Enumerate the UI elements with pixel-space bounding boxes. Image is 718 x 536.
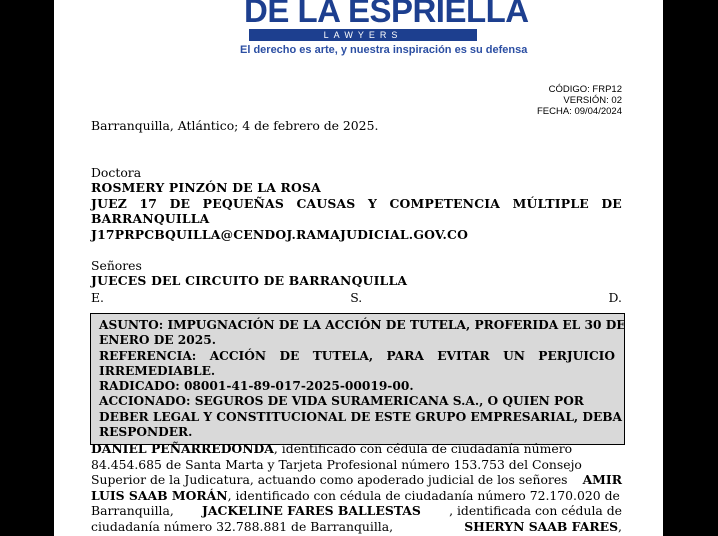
document-code: CÓDIGO: FRP12	[548, 84, 622, 95]
body-text: , identificado con cédula de ciudadanía número	[273, 441, 573, 456]
client-name-sheryn: SHERYN SAAB FARES	[464, 518, 619, 534]
body-line	[91, 488, 622, 504]
word: DE	[279, 348, 300, 363]
body-segment	[91, 488, 620, 504]
asunto-line1: ASUNTO: IMPUGNACIÓN DE LA ACCIÓN DE TUTELA, PROFERIDA EL 30 DE	[99, 318, 626, 332]
document-page	[54, 0, 663, 536]
client-name-jackeline: JACKELINE FARES BALLESTAS	[202, 503, 421, 519]
body-segment	[91, 441, 572, 457]
recipient-title: Doctora	[91, 165, 142, 180]
word: UN	[503, 348, 525, 363]
word: DE	[169, 196, 191, 211]
eds-d: D.	[608, 290, 622, 305]
word: CAUSAS	[296, 196, 356, 211]
word: 17	[139, 196, 158, 211]
recipient-position-line1	[91, 196, 622, 211]
body-line	[91, 519, 622, 535]
asunto-line2: ENERO DE 2025.	[99, 333, 216, 348]
body-text: , identificado con cédula de ciudadanía número 72.170.020 de	[227, 487, 620, 503]
referencia-line2: IRREMEDIABLE.	[99, 363, 216, 378]
body-text: , identificada con cédula de	[449, 503, 622, 519]
client-name-luis: LUIS SAAB MORÁN	[91, 487, 228, 503]
word: JUEZ	[91, 196, 127, 211]
eds-line	[91, 290, 622, 305]
body-segment	[464, 519, 622, 535]
body-line	[91, 457, 622, 473]
body-line	[91, 503, 622, 519]
word: PARA	[386, 348, 424, 363]
place-date: Barranquilla, Atlántico; 4 de febrero de 2025.	[91, 118, 379, 133]
recipient-email: J17PRPCBQUILLA@CENDOJ.RAMAJUDICIAL.GOV.CO	[91, 227, 469, 242]
word: Y	[367, 196, 377, 211]
client-name-amir: AMIR	[582, 472, 622, 488]
radicado-line: RADICADO: 08001-41-89-017-2025-00019-00.	[99, 379, 414, 394]
word: TUTELA,	[312, 348, 374, 363]
logo-subtitle: LAWYERS	[249, 29, 477, 41]
logo-firm-name: DE LA ESPRIELLA	[244, 0, 529, 29]
accionado-line3: RESPONDER.	[99, 425, 193, 440]
word: MÚLTIPLE	[512, 196, 589, 211]
word: PERJUICIO	[538, 348, 615, 363]
body-text: ciudadanía número 32.788.881 de Barranquilla,	[91, 518, 394, 534]
body-text: 84.454.685 de Santa Marta y Tarjeta Profesional número 153.753 del Consejo	[91, 456, 582, 472]
second-recipient-title: Señores	[91, 258, 142, 273]
body-text: ,	[618, 518, 622, 534]
body-line	[91, 472, 622, 488]
document-date: FECHA: 09/04/2024	[536, 106, 622, 117]
accionado-line1: ACCIONADO: SEGUROS DE VIDA SURAMERICANA S.A., O QUIEN POR	[99, 394, 584, 409]
body-line	[91, 441, 622, 457]
document-version: VERSIÓN: 02	[563, 95, 622, 106]
word: EVITAR	[437, 348, 490, 363]
referencia-line1	[99, 349, 615, 364]
logo-tagline: El derecho es arte, y nuestra inspiración es su defensa	[240, 44, 528, 56]
recipient-position-line2: BARRANQUILLA	[91, 211, 210, 226]
second-recipient-name: JUECES DEL CIRCUITO DE BARRANQUILLA	[91, 273, 408, 288]
accionado-line2: DEBER LEGAL Y CONSTITUCIONAL DE ESTE GRUPO EMPRESARIAL, DEBA	[99, 409, 623, 424]
body-paragraph	[91, 441, 622, 535]
body-text: Barranquilla,	[91, 503, 174, 519]
word: PEQUEÑAS	[202, 196, 284, 211]
subject-box	[90, 313, 625, 445]
body-text: Superior de la Judicatura, actuando como apoderado judicial de los señores	[91, 472, 568, 488]
firm-logo	[54, 0, 663, 62]
eds-s: S.	[350, 290, 363, 305]
word: REFERENCIA:	[99, 348, 197, 363]
eds-e: E.	[91, 290, 104, 305]
word: COMPETENCIA	[389, 196, 501, 211]
recipient-name: ROSMERY PINZÓN DE LA ROSA	[91, 180, 321, 195]
client-name-daniel: DANIEL PEÑARREDONDA	[91, 441, 274, 456]
word: ACCIÓN	[209, 348, 267, 363]
document-code-block	[537, 84, 622, 117]
word: DE	[601, 196, 622, 211]
